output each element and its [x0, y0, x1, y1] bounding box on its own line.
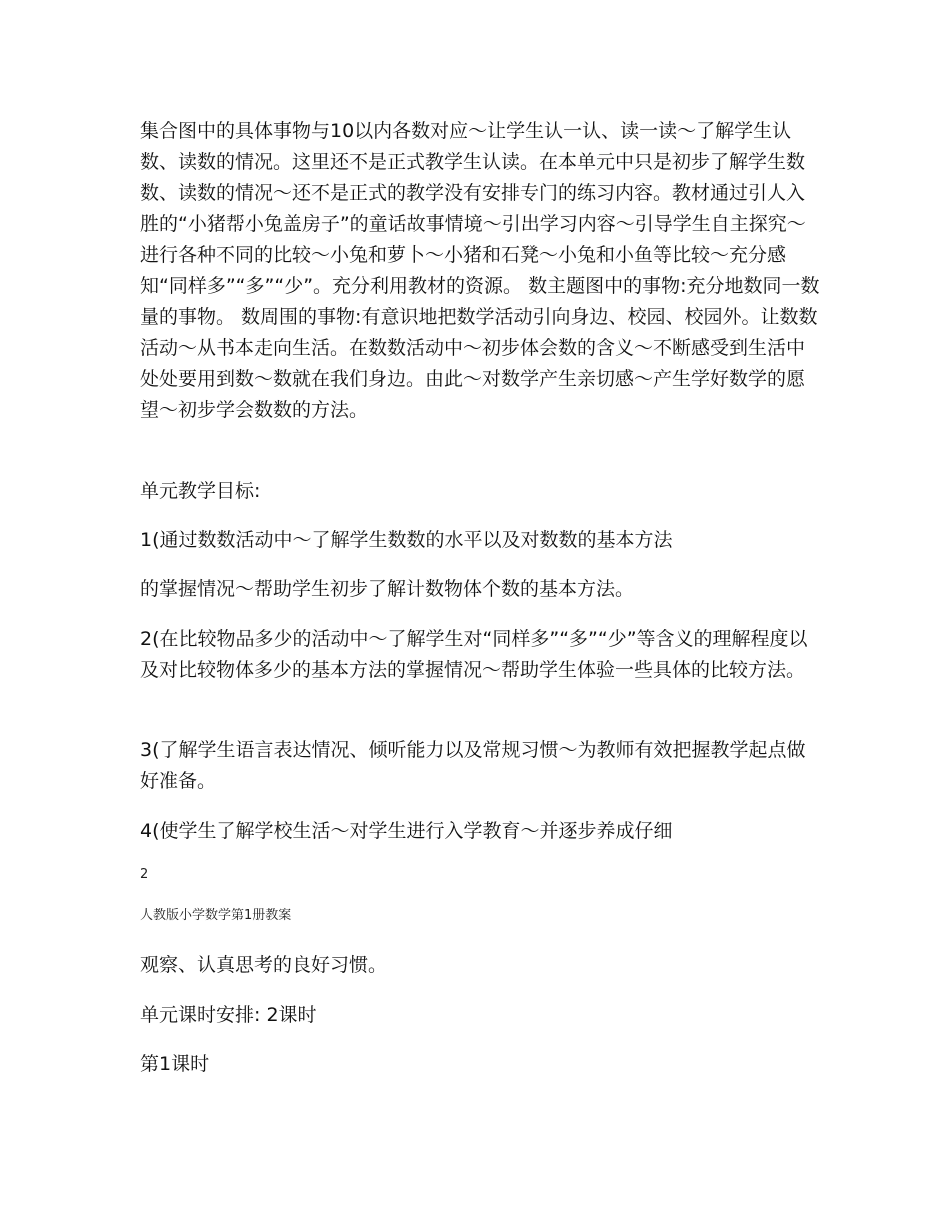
goals-heading: 单元教学目标:: [140, 480, 261, 502]
page-number: 2: [140, 867, 149, 882]
goal-2-paragraph: 2(在比较物品多少的活动中～了解学生对“同样多”“多”“少”等含义的理解程度以及对比较物体多少的基本方法的掌握情况～帮助学生体验一些具体的比较方法。: [140, 628, 808, 681]
goal-4-continuation: 观察、认真思考的良好习惯。: [140, 954, 388, 976]
intro-paragraph: 集合图中的具体事物与10以内各数对应～让学生认一认、读一读～了解学生认数、读数的情况。这里还不是正式教学生认读。在本单元中只是初步了解学生数数、读数的情况～还不是正式的教学没有安排专门的练习内容。教材通过引人入胜的“小猪帮小兔盖房子”的童话故事情境～引出学习内容～引导学生自主探究～进行各种不同的比较～小兔和萝卜～小猪和石凳～小兔和小鱼等比较～充分感知“同样多”“多”“少”。充分利用教材的资源。 数主题图中的事物:充分地数同一数量的事物。 数周围的事物:有意识地把数学活动引向身边、校园、校园外。让数数活动～从书本走向生活。在数数活动中～初步体会数的含义～不断感受到生活中处处要用到数～数就在我们身边。由此～对数学产生亲切感～产生学好数学的愿望～初步学会数数的方法。: [140, 120, 820, 421]
goal-1-line-2: 的掌握情况～帮助学生初步了解计数物体个数的基本方法。: [140, 578, 635, 600]
goal-1-line-1: 1(通过数数活动中～了解学生数数的水平以及对数数的基本方法: [140, 529, 673, 551]
goal-3-paragraph: 3(了解学生语言表达情况、倾听能力以及常规习惯～为教师有效把握教学起点做好准备。: [140, 739, 806, 792]
schedule-line: 单元课时安排: 2课时: [140, 1004, 317, 1026]
running-title: 人教版小学数学第1册教案: [140, 908, 292, 923]
goal-4-paragraph: 4(使学生了解学校生活～对学生进行入学教育～并逐步养成仔细: [140, 820, 673, 842]
lesson-title: 第1课时: [140, 1053, 210, 1075]
